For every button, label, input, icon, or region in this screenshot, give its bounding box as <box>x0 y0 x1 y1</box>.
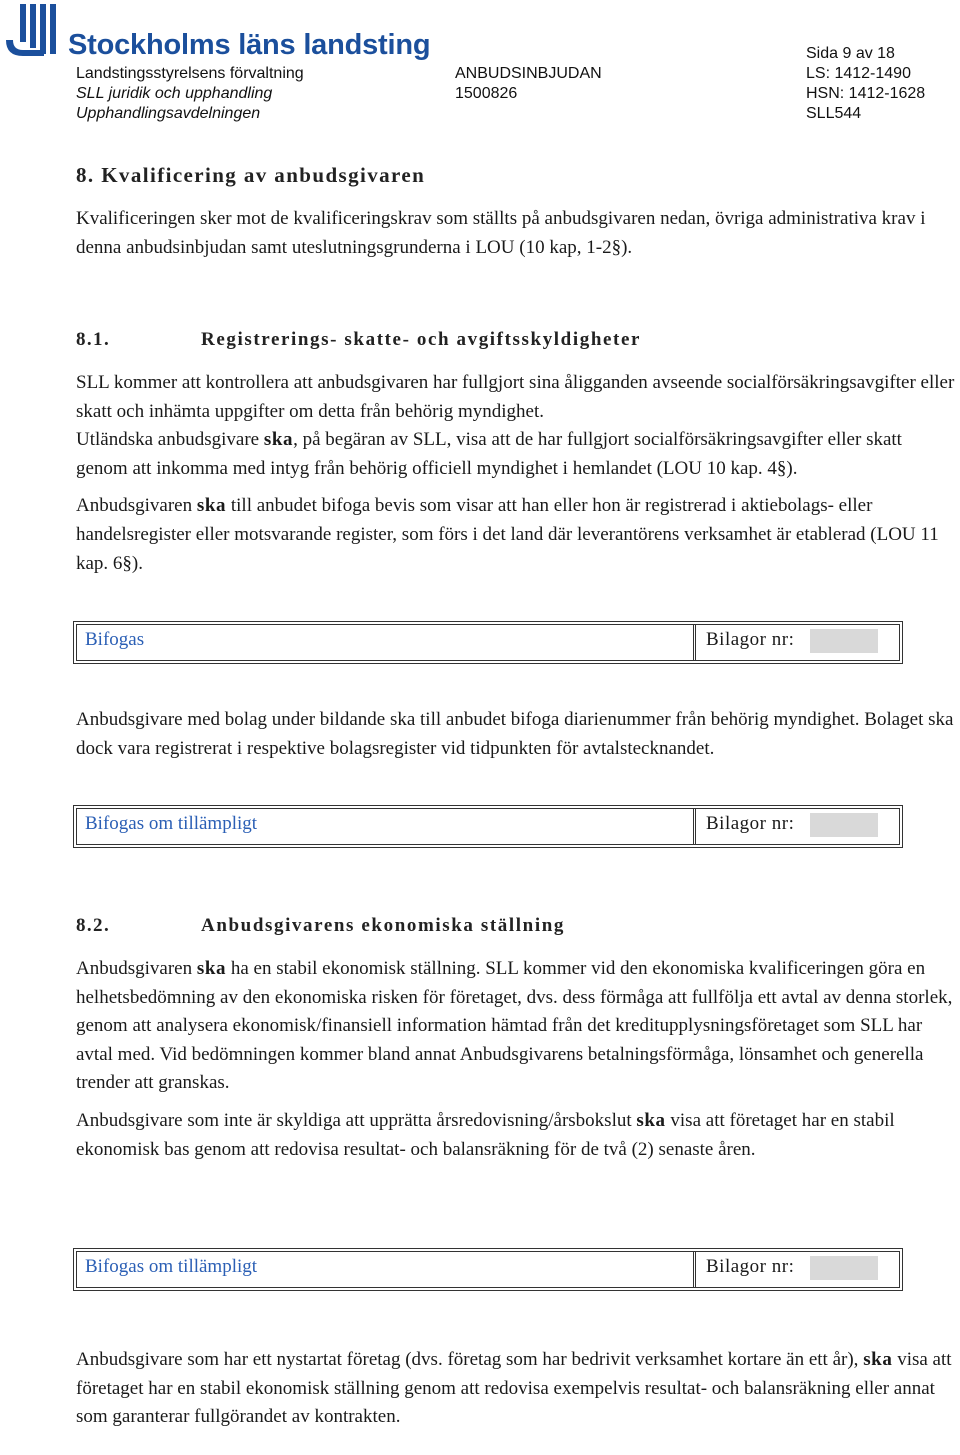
sll-logo-mark <box>6 4 64 60</box>
section-8-2-p1: Anbudsgivaren ska ha en stabil ekonomisk ställning. SLL kommer vid den ekonomiska kvalificeringen göra en helhetsbedömning av den ekonomiska risken för företaget, dvs. dess förmåga att fullfölja ett avtal av denna storlek, genom att analysera ekonomisk/finansiell information hämtad från det kreditupplysningsföretaget som SLL har avtal med. Vid bedömningen kommer bland annat Anbudsgivarens betalningsförmåga, lönsamhet och generella trender att granskas. <box>76 958 953 1094</box>
section-8-1-number: 8.1. <box>76 329 111 350</box>
section-8-intro-text: Kvalificeringen sker mot de kvalificeringskrav som ställts på anbudsgivaren nedan, övriga administrativa krav i denna anbudsinbjudan samt uteslutningsgrunderna i LOU (10 kap, 1-2§). <box>76 208 926 258</box>
header-sll: SLL544 <box>806 105 862 122</box>
attachment-box-2 <box>73 805 903 848</box>
section-8-2-p2: Anbudsgivare som inte är skyldiga att upprätta årsredovisning/årsbokslut ska visa att företaget har en stabil ekonomisk bas genom att redovisa resultat- och balansräkning för de två (2) senaste åren. <box>76 1109 895 1160</box>
section-8-1-title: Registrerings- skatte- och avgiftsskyldigheter <box>201 329 642 350</box>
section-8-1-p1: SLL kommer att kontrollera att anbudsgivaren har fullgjort sina åligganden avseende socialförsäkringsavgifter eller skatt och inhämta uppgifter om detta från behörig myndighet. <box>76 372 955 422</box>
attachment-box-2-label: Bilagor nr: <box>706 813 795 834</box>
section-8-1-body <box>76 369 956 578</box>
attachment-number-field-3[interactable] <box>810 1256 878 1280</box>
attachment-box-3-text: Bifogas om tillämpligt <box>85 1256 258 1277</box>
section-8-2-body <box>76 955 956 1164</box>
section-8-1-p4-text: Anbudsgivare med bolag under bildande ska till anbudet bifoga diarienummer från behörig myndighet. Bolaget ska dock vara registrerat i respektive bolagsregister vid tidpunkten för avtalstecknandet. <box>76 709 954 759</box>
section-8-2-p3 <box>76 1346 956 1432</box>
section-8-1-p4 <box>76 706 956 763</box>
section-8-2-p3-text: Anbudsgivare som har ett nystartat företag (dvs. företag som har bedrivit verksamhet kortare än ett år), ska visa att företaget har en stabil ekonomisk ställning genom att redovisa exempelvis resultat- och balansräkning eller annat som garanterar fullgörandet av kontrakten. <box>76 1349 952 1428</box>
header-left <box>76 64 304 124</box>
attachment-box-1-text: Bifogas <box>85 629 145 650</box>
section-8-1-p3: Anbudsgivaren ska till anbudet bifoga bevis som visar att han eller hon är registrerad i aktiebolags- eller handelsregister eller motsvarande register, som förs i det land där leverantörens verksamhet är etablerad (LOU 11 kap. 6§). <box>76 495 939 574</box>
header-hsn: HSN: 1412-1628 <box>806 85 926 102</box>
header-left-line-3: Upphandlingsavdelningen <box>76 105 261 122</box>
attachment-box-2-text: Bifogas om tillämpligt <box>85 813 258 834</box>
attachment-number-field-1[interactable] <box>810 629 878 653</box>
header-left-line-2: SLL juridik och upphandling <box>76 85 273 102</box>
header-right <box>806 44 925 124</box>
section-8-heading: 8. Kvalificering av anbudsgivaren <box>76 163 426 187</box>
section-8-2-number: 8.2. <box>76 915 111 936</box>
logo-text: Stockholms läns landsting <box>68 29 431 61</box>
section-8-1-p2: Utländska anbudsgivare ska, på begäran av SLL, visa att de har fullgjort socialförsäkringsavgifter eller skatt genom att inkomma med intyg från behörig officiell myndighet i hemlandet (LOU 10 kap. 4§). <box>76 429 902 479</box>
section-8-intro <box>76 205 956 262</box>
page-number: Sida 9 av 18 <box>806 45 895 62</box>
section-8-2-title: Anbudsgivarens ekonomiska ställning <box>201 915 565 936</box>
header-ls: LS: 1412-1490 <box>806 65 911 82</box>
header-middle <box>455 64 602 104</box>
header-left-line-1: Landstingsstyrelsens förvaltning <box>76 65 304 82</box>
header-doc-type: ANBUDSINBJUDAN <box>455 65 602 82</box>
attachment-number-field-2[interactable] <box>810 813 878 837</box>
attachment-box-1 <box>73 621 903 664</box>
attachment-box-3-label: Bilagor nr: <box>706 1256 795 1277</box>
header-doc-number: 1500826 <box>455 85 518 102</box>
sll-logo <box>6 4 436 60</box>
attachment-box-3 <box>73 1248 903 1291</box>
attachment-box-1-label: Bilagor nr: <box>706 629 795 650</box>
